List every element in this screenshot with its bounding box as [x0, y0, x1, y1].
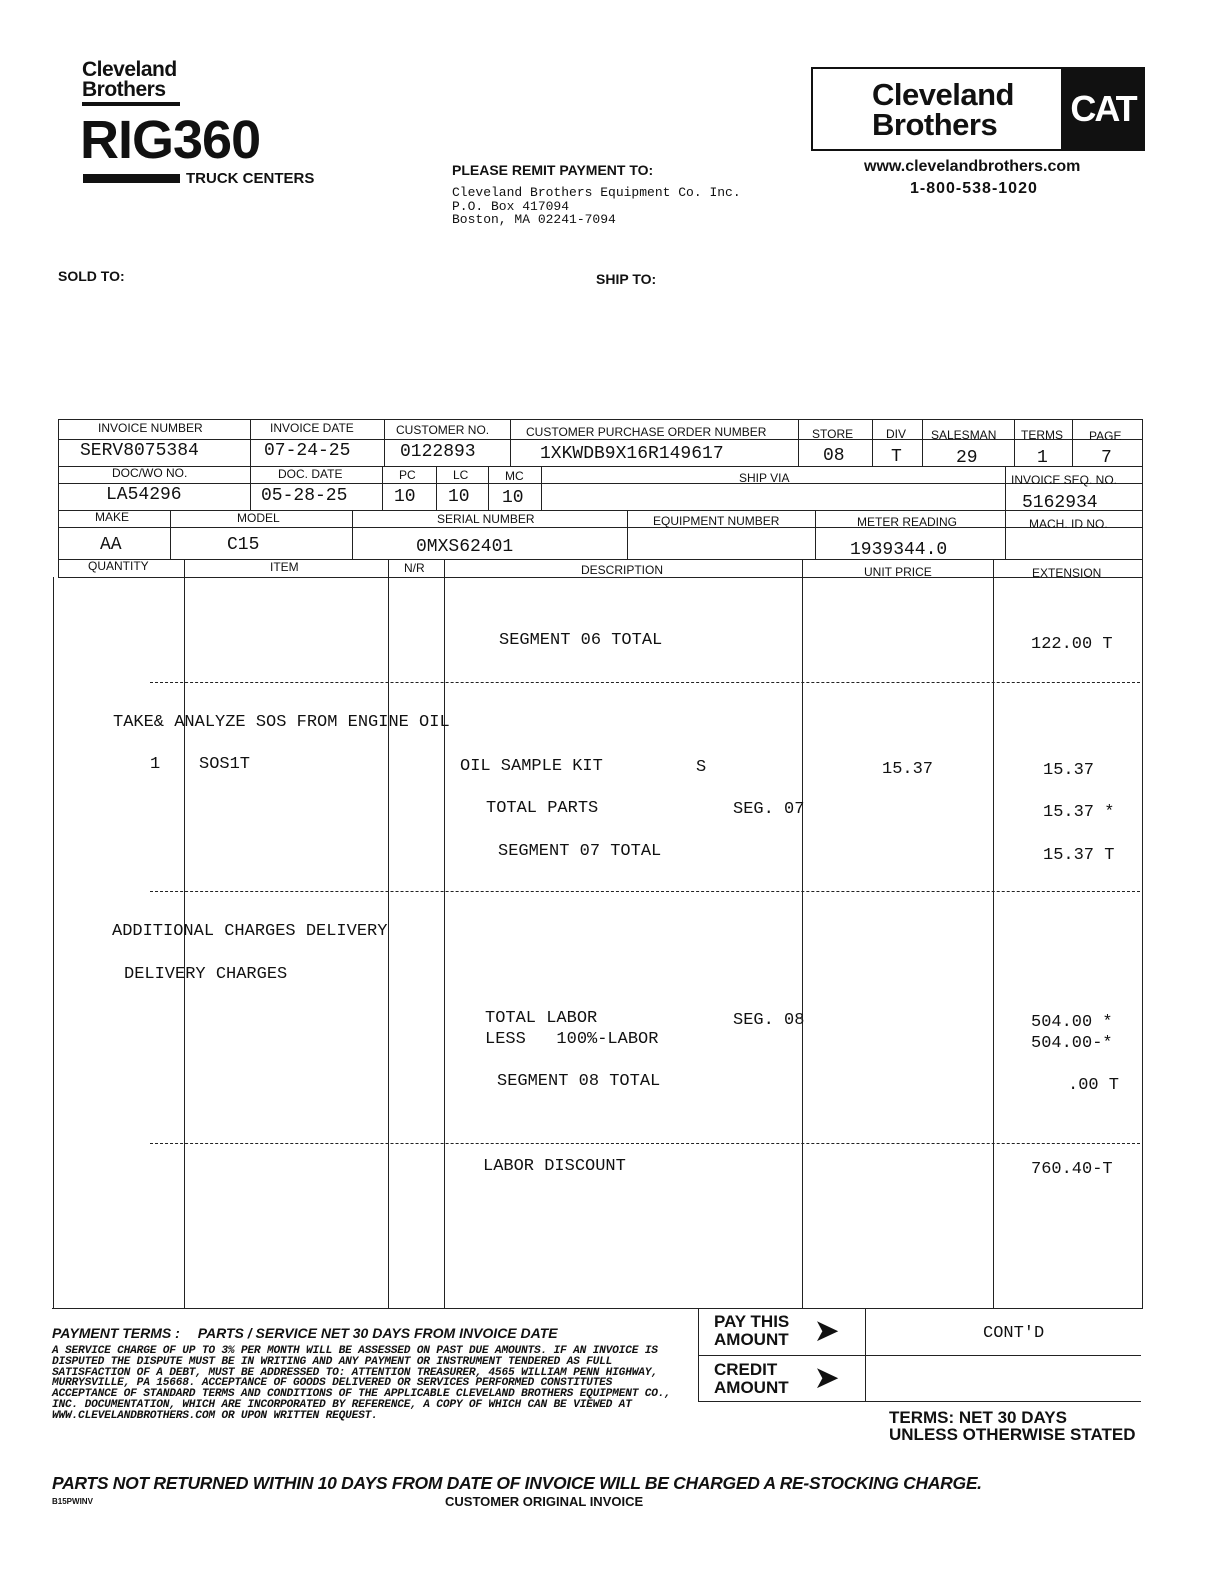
total-parts-desc: TOTAL PARTS: [486, 799, 599, 818]
terms-label: TERMS: [1021, 428, 1063, 442]
seg08-total-desc: SEGMENT 08 TOTAL: [497, 1072, 661, 1091]
mc: 10: [502, 488, 524, 508]
terms: 1: [1037, 448, 1048, 468]
pc: 10: [394, 487, 416, 507]
copy-label: CUSTOMER ORIGINAL INVOICE: [445, 1494, 644, 1509]
serial-number: 0MXS62401: [416, 537, 514, 557]
col-quantity: QUANTITY: [88, 559, 149, 573]
pay-box-mid-rule: [698, 1355, 1141, 1356]
terms-net-30: [889, 1409, 1136, 1443]
meter-reading: 1939344.0: [850, 540, 948, 560]
terms-line2: UNLESS OTHERWISE STATED: [889, 1425, 1136, 1444]
lc-label: LC: [453, 468, 469, 482]
total-labor-seg: SEG. 08: [733, 1011, 805, 1030]
total-parts-ext: 15.37 *: [1043, 803, 1115, 822]
invoice-number: SERV8075384: [80, 441, 199, 461]
rig-company-line2: Brothers: [82, 78, 166, 101]
invoice-seq-label: INVOICE SEQ. NO.: [1011, 473, 1118, 487]
credit-line1: CREDIT: [714, 1360, 778, 1379]
col-nr: N/R: [404, 561, 425, 575]
seg06-total-ext: 122.00 T: [1031, 635, 1113, 654]
take-analyze-line: TAKE& ANALYZE SOS FROM ENGINE OIL: [113, 713, 450, 732]
kit-flag: S: [696, 758, 707, 777]
kit-extension: 15.37: [1043, 761, 1095, 780]
col-item: ITEM: [270, 560, 299, 574]
mc-label: MC: [505, 469, 524, 483]
meter-label: METER READING: [857, 515, 958, 529]
col-extension: EXTENSION: [1032, 566, 1102, 580]
remit-line-1: Cleveland Brothers Equipment Co. Inc.: [452, 185, 741, 200]
pay-this-line1: PAY THIS: [714, 1312, 790, 1331]
phone-number: 1-800-538-1020: [910, 180, 1038, 197]
cat-company-name: [872, 77, 1014, 142]
make: AA: [100, 535, 122, 555]
seg07-total-ext: 15.37 T: [1043, 846, 1115, 865]
page-label: PAGE: [1089, 429, 1122, 443]
cat-company-line1: Cleveland: [872, 77, 1014, 112]
invoice-seq-no: 5162934: [1022, 493, 1098, 513]
rig-logo-rule: [82, 102, 180, 106]
div-label: DIV: [886, 427, 907, 441]
make-label: MAKE: [95, 510, 130, 524]
po-label: CUSTOMER PURCHASE ORDER NUMBER: [526, 425, 767, 439]
cat-company-line2: Brothers: [872, 107, 998, 142]
payment-terms-text: PARTS / SERVICE NET 30 DAYS FROM INVOICE DATE: [197, 1325, 558, 1341]
credit-line2: AMOUNT: [714, 1378, 789, 1397]
store: 08: [823, 446, 845, 466]
payment-terms: [52, 1325, 558, 1341]
pay-this-amount-value: CONT'D: [983, 1324, 1045, 1343]
seg06-total-desc: SEGMENT 06 TOTAL: [499, 631, 663, 650]
invoice-date: 07-24-25: [264, 441, 351, 461]
invoice-date-label: INVOICE DATE: [270, 421, 354, 435]
pay-this-amount-label: [714, 1313, 789, 1349]
rig-tagline: TRUCK CENTERS: [186, 170, 315, 187]
pay-box-bottom-rule: [698, 1401, 1141, 1402]
kit-unit-price: 15.37: [882, 760, 934, 779]
restocking-notice: PARTS NOT RETURNED WITHIN 10 DAYS FROM DATE OF INVOICE WILL BE CHARGED A RE-STOCKING CHARGE.: [52, 1473, 982, 1493]
form-code: B15PWINV: [52, 1497, 93, 1506]
rig-company-line1: Cleveland: [82, 58, 177, 81]
remit-heading: PLEASE REMIT PAYMENT TO:: [452, 162, 654, 178]
col-description: DESCRIPTION: [581, 563, 664, 577]
labor-discount-desc: LABOR DISCOUNT: [483, 1157, 626, 1176]
less-labor-desc: LESS 100%-LABOR: [485, 1030, 659, 1049]
ship-via-label: SHIP VIA: [739, 471, 790, 485]
invoice-number-label: INVOICE NUMBER: [98, 421, 203, 435]
col-unit-price: UNIT PRICE: [864, 565, 932, 579]
delivery-charges-line: DELIVERY CHARGES: [124, 965, 288, 984]
labor-discount-ext: 760.40-T: [1031, 1160, 1113, 1179]
rig-company-logo: [82, 60, 177, 100]
div: T: [891, 447, 902, 467]
model-label: MODEL: [237, 511, 280, 525]
website: www.clevelandbrothers.com: [864, 158, 1081, 175]
additional-charges-line: ADDITIONAL CHARGES DELIVERY: [112, 922, 388, 941]
doc-date: 05-28-25: [261, 486, 348, 506]
pay-this-line2: AMOUNT: [714, 1330, 789, 1349]
mach-id-label: MACH. ID NO.: [1029, 517, 1108, 531]
doc-wo-label: DOC/WO NO.: [112, 466, 188, 480]
model: C15: [227, 535, 260, 555]
salesman-label: SALESMAN: [931, 428, 997, 442]
customer-no: 0122893: [400, 442, 476, 462]
kit-qty: 1: [150, 755, 161, 774]
cat-logo-icon: CAT: [1061, 67, 1145, 151]
remit-line-3: Boston, MA 02241-7094: [452, 212, 616, 227]
sold-to-label: SOLD TO:: [58, 268, 125, 284]
seg08-total-ext: .00 T: [1068, 1076, 1120, 1095]
po-number: 1XKWDB9X16R149617: [540, 444, 724, 464]
pay-arrow-icon: ➤: [815, 1315, 839, 1346]
pc-label: PC: [399, 468, 416, 482]
doc-date-label: DOC. DATE: [278, 467, 343, 481]
total-labor-ext: 504.00 *: [1031, 1013, 1113, 1032]
customer-no-label: CUSTOMER NO.: [396, 423, 490, 437]
equipment-label: EQUIPMENT NUMBER: [653, 514, 780, 528]
remit-line-2: P.O. Box 417094: [452, 199, 570, 214]
serial-label: SERIAL NUMBER: [437, 512, 535, 526]
store-label: STORE: [812, 427, 854, 441]
kit-desc: OIL SAMPLE KIT: [460, 757, 603, 776]
credit-arrow-icon: ➤: [815, 1362, 839, 1393]
terms-line1: TERMS: NET 30 DAYS: [889, 1408, 1067, 1427]
rig360-logo: RIG360: [80, 110, 261, 170]
doc-wo-no: LA54296: [106, 485, 182, 505]
less-labor-ext: 504.00-*: [1031, 1034, 1113, 1053]
fine-print: A SERVICE CHARGE OF UP TO 3% PER MONTH WILL BE ASSESSED ON PAST DUE AMOUNTS. IF AN INVOICE IS DISPUTED THE DISPUTE MUST BE IN WRITING AND ANY PAYMENT OR INSTRUMENT TENDERED AS FULL SATISFACTION OF A DEBT, MUST BE ADDRESSED TO: ATTENTION TREASURER, 4565 WILLIAM PENN HIGHWAY, MURRYSVILLE, PA 15668. ACCEPTANCE OF GOODS DELIVERED OR SERVICES PERFORMED CONSTITUTES ACCEPTANCE OF STANDARD TERMS AND CONDITIONS OF THE APPLICABLE CLEVELAND BROTHERS EQUIPMENT CO., INC. DOCUMENTATION, WHICH ARE INCORPORATED BY REFERENCE, A COPY OF WHICH CAN BE VIEWED AT WWW.CLEVELANDBROTHERS.COM OR UPON WRITTEN REQUEST.: [52, 1345, 671, 1422]
page-number: 7: [1101, 448, 1112, 468]
kit-item: SOS1T: [199, 755, 251, 774]
ship-to-label: SHIP TO:: [596, 271, 657, 287]
total-labor-desc: TOTAL LABOR: [485, 1009, 598, 1028]
seg07-total-desc: SEGMENT 07 TOTAL: [498, 842, 662, 861]
payment-terms-label: PAYMENT TERMS :: [52, 1325, 180, 1341]
total-parts-seg: SEG. 07: [733, 800, 805, 819]
lc: 10: [448, 487, 470, 507]
salesman: 29: [956, 448, 978, 468]
credit-amount-label: [714, 1361, 789, 1397]
rig-logo-bar: [83, 174, 180, 183]
